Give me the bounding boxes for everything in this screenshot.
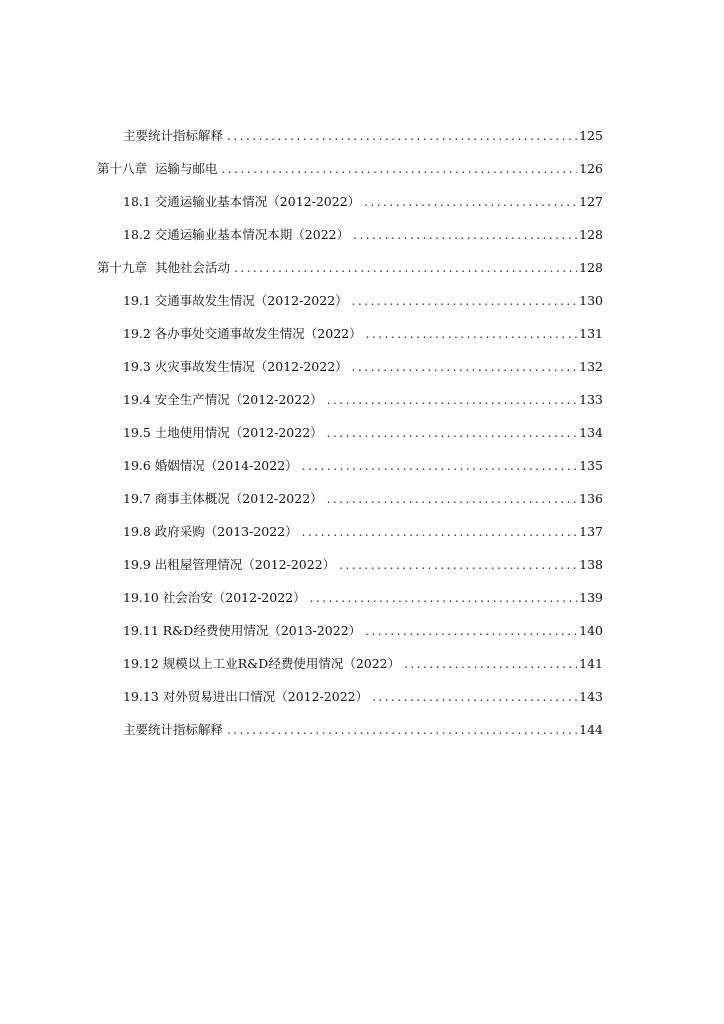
toc-entry-title: 19.12 规模以上工业R&D经费使用情况（2022） — [123, 656, 401, 671]
toc-entry-title: 19.11 R&D经费使用情况（2013-2022） — [123, 623, 362, 638]
toc-entry[interactable] — [123, 588, 603, 608]
toc-entry-page: 136 — [579, 491, 603, 506]
dot-leader — [302, 456, 577, 476]
toc-entry-page: 138 — [579, 557, 603, 572]
toc-entry-title: 19.13 对外贸易进出口情况（2012-2022） — [123, 689, 369, 704]
toc-entry-title: 19.7 商事主体概况（2012-2022） — [123, 491, 323, 506]
toc-entry-title: 19.5 土地使用情况（2012-2022） — [123, 425, 323, 440]
dot-leader — [339, 555, 577, 575]
toc-entry-page: 128 — [579, 227, 603, 242]
toc-entry-page: 134 — [579, 425, 603, 440]
dot-leader — [404, 654, 577, 674]
dot-leader — [353, 225, 577, 245]
toc-entry-page: 141 — [579, 656, 603, 671]
toc-entry-title: 主要统计指标解释 — [123, 722, 224, 737]
toc-entry-page: 130 — [579, 293, 603, 308]
toc-entry-page: 140 — [579, 623, 603, 638]
toc-entry[interactable] — [123, 687, 603, 707]
toc-entry-title: 19.9 出租屋管理情况（2012-2022） — [123, 557, 336, 572]
toc-entry-title: 19.10 社会治安（2012-2022） — [123, 590, 306, 605]
dot-leader — [227, 720, 577, 740]
toc-entry-title: 19.6 婚姻情况（2014-2022） — [123, 458, 298, 473]
dot-leader — [364, 192, 577, 212]
dot-leader — [365, 621, 577, 641]
toc-entry[interactable] — [123, 522, 603, 542]
dot-leader — [234, 258, 577, 278]
dot-leader — [327, 489, 577, 509]
toc-entry-page: 144 — [579, 722, 603, 737]
toc-chapter-entry[interactable] — [97, 159, 603, 179]
dot-leader — [352, 291, 577, 311]
toc-entry[interactable] — [123, 357, 603, 377]
toc-entry[interactable] — [123, 192, 603, 212]
toc-entry[interactable] — [123, 489, 603, 509]
toc-entry[interactable] — [123, 621, 603, 641]
toc-entry[interactable] — [123, 126, 603, 146]
toc-entry-page: 143 — [579, 689, 603, 704]
toc-entry-title: 19.3 火灾事故发生情况（2012-2022） — [123, 359, 348, 374]
toc-entry-title: 第十八章 运输与邮电 — [97, 161, 218, 176]
toc-entry-page: 125 — [579, 128, 603, 143]
toc-entry-page: 139 — [579, 590, 603, 605]
toc-entry-title: 主要统计指标解释 — [123, 128, 224, 143]
toc-entry[interactable] — [123, 390, 603, 410]
toc-entry-title: 19.2 各办事处交通事故发生情况（2022） — [123, 326, 362, 341]
dot-leader — [221, 159, 577, 179]
toc-entry-page: 126 — [579, 161, 603, 176]
dot-leader — [366, 324, 578, 344]
toc-entry-page: 131 — [579, 326, 603, 341]
toc-entry-page: 137 — [579, 524, 603, 539]
dot-leader — [327, 423, 577, 443]
dot-leader — [372, 687, 577, 707]
toc-entry[interactable] — [123, 324, 603, 344]
toc-entry[interactable] — [123, 555, 603, 575]
toc-entry-title: 18.2 交通运输业基本情况本期（2022） — [123, 227, 350, 242]
dot-leader — [310, 588, 578, 608]
toc-entry[interactable] — [123, 456, 603, 476]
toc-entry-title: 第十九章 其他社会活动 — [97, 260, 230, 275]
dot-leader — [302, 522, 577, 542]
toc-entry[interactable] — [123, 720, 603, 740]
toc-entry-page: 133 — [579, 392, 603, 407]
toc-entry-title: 19.1 交通事故发生情况（2012-2022） — [123, 293, 348, 308]
dot-leader — [352, 357, 577, 377]
toc-entry-page: 128 — [579, 260, 603, 275]
toc-entry[interactable] — [123, 423, 603, 443]
toc-entry-page: 127 — [579, 194, 603, 209]
toc-entry[interactable] — [123, 225, 603, 245]
toc-entry-title: 19.4 安全生产情况（2012-2022） — [123, 392, 323, 407]
toc-chapter-entry[interactable] — [97, 258, 603, 278]
toc-entry-page: 132 — [579, 359, 603, 374]
dot-leader — [227, 126, 577, 146]
toc-entry[interactable] — [123, 291, 603, 311]
toc-entry-page: 135 — [579, 458, 603, 473]
dot-leader — [327, 390, 577, 410]
toc-entry[interactable] — [123, 654, 603, 674]
toc-entry-title: 19.8 政府采购（2013-2022） — [123, 524, 298, 539]
toc-entry-title: 18.1 交通运输业基本情况（2012-2022） — [123, 194, 361, 209]
